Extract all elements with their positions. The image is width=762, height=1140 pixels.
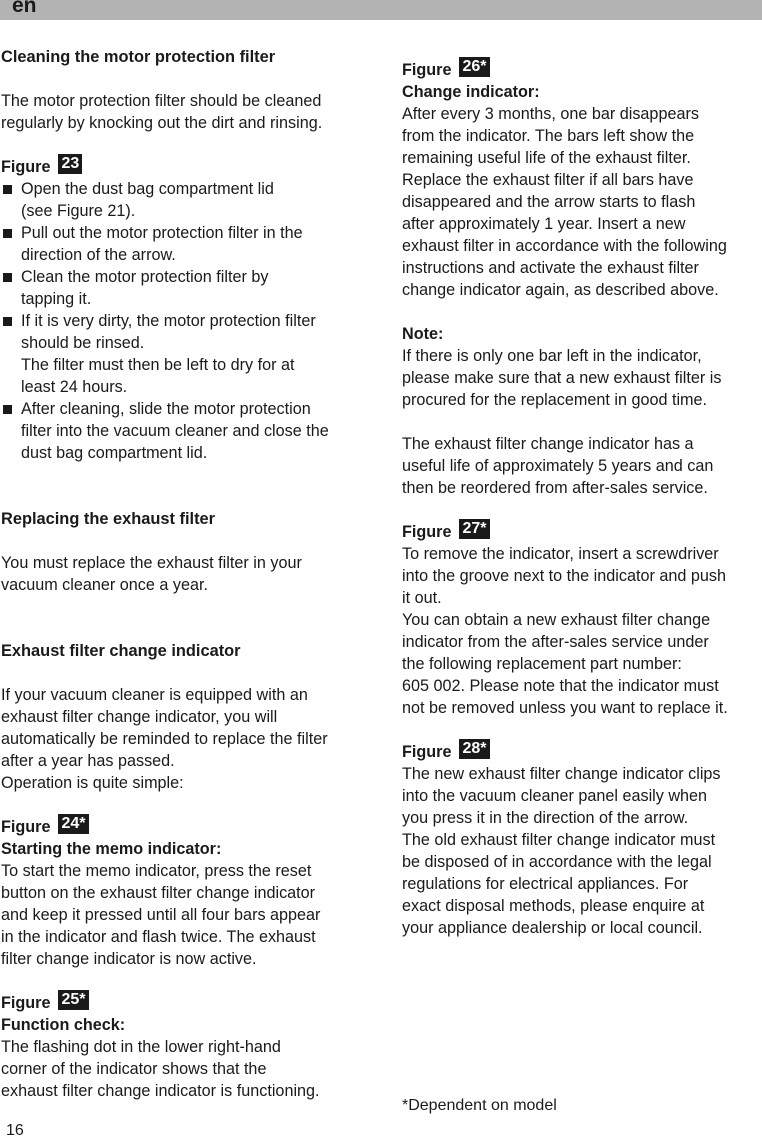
text-line: You can obtain a new exhaust filter change <box>402 611 711 629</box>
text-line: filter change indicator is now active. <box>1 950 257 968</box>
memo-indicator-text <box>1 860 367 970</box>
function-check-text <box>1 1036 367 1102</box>
text-line: vacuum cleaner once a year. <box>1 576 208 594</box>
function-check-heading: Function check: <box>1 1016 126 1034</box>
text-line: exhaust filter change indicator, you will <box>1 708 278 726</box>
figure-ref-25 <box>1 992 367 1014</box>
figure-ref-27 <box>402 521 762 543</box>
section-title-replacing-exhaust-filter: Replacing the exhaust filter <box>1 510 216 528</box>
list-item <box>1 398 367 464</box>
text-line: it out. <box>402 589 442 607</box>
text-line: after approximately 1 year. Insert a new <box>402 215 686 233</box>
replacing-exhaust-filter-text <box>1 552 367 596</box>
square-bullet-icon <box>3 273 12 282</box>
text-line: be disposed of in accordance with the legal <box>402 853 712 871</box>
text-line: If it is very dirty, the motor protection filter <box>21 312 316 330</box>
language-code: en <box>12 0 37 17</box>
figure-label: Figure <box>1 818 51 836</box>
instruction-list <box>1 178 367 464</box>
text-line: change indicator again, as described above. <box>402 281 719 299</box>
text-line: regularly by knocking out the dirt and rinsing. <box>1 114 323 132</box>
text-line: remaining useful life of the exhaust filter. <box>402 149 691 167</box>
text-line: disappeared and the arrow starts to flash <box>402 193 696 211</box>
remove-indicator-text <box>402 543 762 719</box>
text-line: least 24 hours. <box>21 378 128 396</box>
text-line: direction of the arrow. <box>21 246 176 264</box>
text-line: To remove the indicator, insert a screwdriver <box>402 545 719 563</box>
text-line: exhaust filter change indicator is functioning. <box>1 1082 320 1100</box>
text-line: Clean the motor protection filter by <box>21 268 269 286</box>
figure-label: Figure <box>402 743 452 761</box>
note-heading: Note: <box>402 325 444 343</box>
text-line: exact disposal methods, please enquire at <box>402 897 705 915</box>
right-column <box>402 59 762 939</box>
figure-ref-28 <box>402 741 762 763</box>
text-line: To start the memo indicator, press the reset <box>1 862 312 880</box>
text-line: into the vacuum cleaner panel easily when <box>402 787 708 805</box>
text-line: The flashing dot in the lower right-hand <box>1 1038 281 1056</box>
section-title-motor-filter: Cleaning the motor protection filter <box>1 48 276 66</box>
text-line: should be rinsed. <box>21 334 145 352</box>
motor-filter-intro <box>1 90 367 134</box>
text-line: button on the exhaust filter change indicator <box>1 884 316 902</box>
new-indicator-text <box>402 763 762 939</box>
figure-label: Figure <box>402 523 452 541</box>
text-line: corner of the indicator shows that the <box>1 1060 267 1078</box>
text-line: If there is only one bar left in the indicator, <box>402 347 702 365</box>
memo-indicator-heading: Starting the memo indicator: <box>1 840 222 858</box>
text-line: after a year has passed. <box>1 752 175 770</box>
figure-ref-26 <box>402 59 762 81</box>
figure-number-badge: 27* <box>459 519 489 539</box>
text-line: You must replace the exhaust filter in your <box>1 554 302 572</box>
text-line: the following replacement part number: <box>402 655 682 673</box>
square-bullet-icon <box>3 317 12 326</box>
figure-label: Figure <box>1 994 51 1012</box>
text-line: please make sure that a new exhaust filter is <box>402 369 722 387</box>
figure-number-badge: 24* <box>58 814 88 834</box>
square-bullet-icon <box>3 405 12 414</box>
text-line: dust bag compartment lid. <box>21 444 208 462</box>
text-line: exhaust filter in accordance with the following <box>402 237 727 255</box>
section-title-change-indicator: Exhaust filter change indicator <box>1 642 241 660</box>
text-line: automatically be reminded to replace the filter <box>1 730 328 748</box>
figure-number-badge: 25* <box>58 990 88 1010</box>
text-line: Replace the exhaust filter if all bars have <box>402 171 694 189</box>
list-item <box>1 222 367 266</box>
text-line: procured for the replacement in good time. <box>402 391 708 409</box>
text-line: not be removed unless you want to replace it. <box>402 699 728 717</box>
text-line: Open the dust bag compartment lid <box>21 180 274 198</box>
text-line: then be reordered from after-sales service. <box>402 479 708 497</box>
figure-ref-23 <box>1 156 367 178</box>
figure-label: Figure <box>402 61 452 79</box>
text-line: If your vacuum cleaner is equipped with an <box>1 686 308 704</box>
figure-ref-24 <box>1 816 367 838</box>
text-line: useful life of approximately 5 years and can <box>402 457 714 475</box>
footnote: *Dependent on model <box>402 1097 557 1114</box>
list-item <box>1 310 367 398</box>
text-line: The filter must then be left to dry for at <box>21 356 295 374</box>
note-text <box>402 345 762 411</box>
text-line: filter into the vacuum cleaner and close the <box>21 422 329 440</box>
text-line: 605 002. Please note that the indicator must <box>402 677 719 695</box>
text-line: The exhaust filter change indicator has a <box>402 435 694 453</box>
square-bullet-icon <box>3 229 12 238</box>
text-line: in the indicator and flash twice. The exhaust <box>1 928 316 946</box>
text-line: (see Figure 21). <box>21 202 136 220</box>
list-item <box>1 178 367 222</box>
text-line: and keep it pressed until all four bars appear <box>1 906 321 924</box>
change-indicator-heading: Change indicator: <box>402 83 540 101</box>
change-indicator-intro <box>1 684 367 794</box>
figure-label: Figure <box>1 158 51 176</box>
text-line: regulations for electrical appliances. For <box>402 875 689 893</box>
list-item <box>1 266 367 310</box>
change-indicator-text <box>402 103 762 301</box>
figure-number-badge: 26* <box>459 57 489 77</box>
figure-number-badge: 28* <box>459 739 489 759</box>
square-bullet-icon <box>3 185 12 194</box>
text-line: from the indicator. The bars left show the <box>402 127 695 145</box>
text-line: The motor protection filter should be cleaned <box>1 92 322 110</box>
text-line: After cleaning, slide the motor protection <box>21 400 311 418</box>
text-line: tapping it. <box>21 290 92 308</box>
useful-life-text <box>402 433 762 499</box>
text-line: Operation is quite simple: <box>1 774 184 792</box>
text-line: After every 3 months, one bar disappears <box>402 105 699 123</box>
text-line: indicator from the after-sales service under <box>402 633 709 651</box>
page-number: 16 <box>6 1122 24 1139</box>
text-line: you press it in the direction of the arrow. <box>402 809 689 827</box>
text-line: The old exhaust filter change indicator must <box>402 831 716 849</box>
figure-number-badge: 23 <box>58 154 82 174</box>
language-header-bar <box>0 0 762 20</box>
text-line: into the groove next to the indicator and push <box>402 567 726 585</box>
text-line: your appliance dealership or local council. <box>402 919 703 937</box>
left-column <box>1 46 367 1102</box>
text-line: instructions and activate the exhaust filter <box>402 259 699 277</box>
text-line: The new exhaust filter change indicator clips <box>402 765 721 783</box>
text-line: Pull out the motor protection filter in the <box>21 224 303 242</box>
